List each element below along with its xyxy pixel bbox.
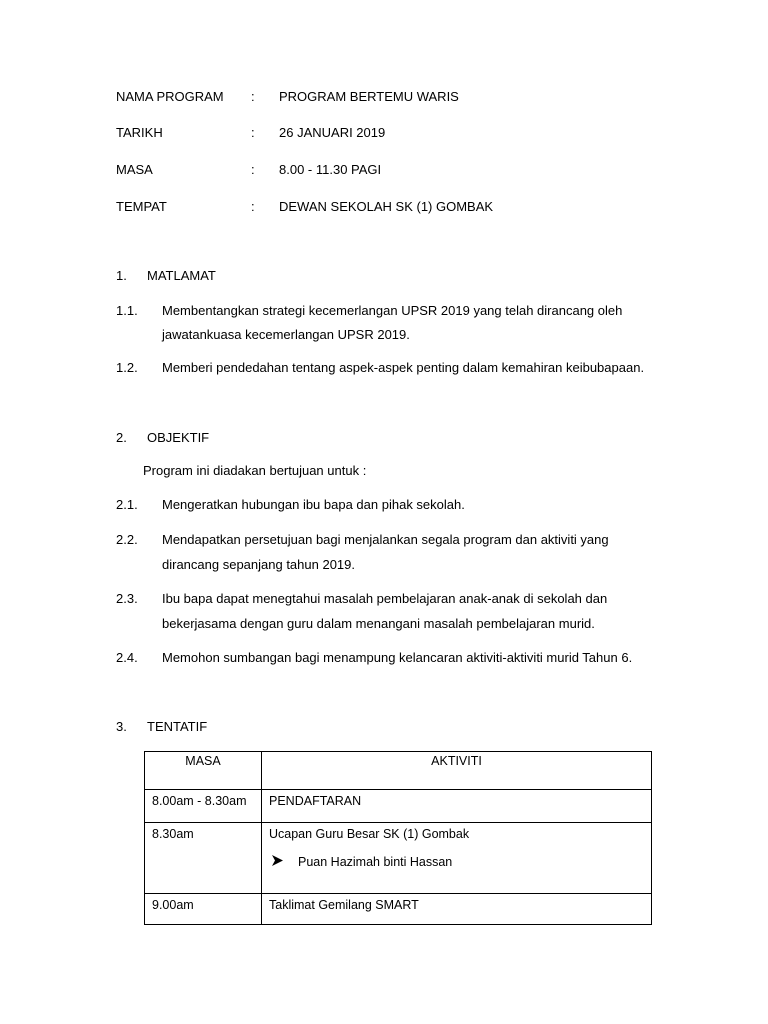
section-number: 3. [116, 719, 127, 734]
item-text: Membentangkan strategi kecemerlangan UPSR 2019 yang telah dirancang oleh [162, 303, 623, 318]
info-label: TEMPAT [116, 199, 167, 214]
info-label: MASA [116, 162, 153, 177]
aktiviti-text: PENDAFTARAN [269, 794, 362, 808]
item-number: 2.2. [116, 532, 138, 547]
bullet-text: Puan Hazimah binti Hassan [298, 855, 453, 869]
section-title: MATLAMAT [147, 268, 216, 283]
column-header-aktiviti: AKTIVITI [262, 752, 652, 790]
info-value: DEWAN SEKOLAH SK (1) GOMBAK [279, 199, 494, 214]
table-row [145, 790, 652, 823]
item-number: 2.1. [116, 497, 138, 512]
info-colon: : [251, 162, 255, 177]
item-text: Mengeratkan hubungan ibu bapa dan pihak sekolah. [162, 497, 465, 512]
masa-text: 8.00am - 8.30am [152, 794, 247, 808]
section-title: TENTATIF [147, 719, 208, 734]
info-value: PROGRAM BERTEMU WARIS [279, 89, 459, 104]
item-text: Ibu bapa dapat menegtahui masalah pembelajaran anak-anak di sekolah dan [162, 591, 608, 606]
info-label: TARIKH [116, 125, 163, 140]
section-intro: Program ini diadakan bertujuan untuk : [143, 463, 367, 478]
tentatif-table [144, 751, 652, 925]
info-colon: : [251, 199, 255, 214]
table-row [145, 823, 652, 894]
info-value: 26 JANUARI 2019 [279, 125, 386, 140]
masa-cell [145, 894, 262, 925]
table-header-row [145, 752, 652, 790]
masa-cell [145, 823, 262, 894]
section-number: 1. [116, 268, 127, 283]
aktiviti-cell [262, 894, 652, 925]
info-colon: : [251, 89, 255, 104]
item-number: 1.2. [116, 360, 138, 375]
column-header-masa: MASA [145, 752, 262, 790]
section-number: 2. [116, 430, 127, 445]
item-text: Memberi pendedahan tentang aspek-aspek penting dalam kemahiran keibubapaan. [162, 360, 645, 375]
item-text: Mendapatkan persetujuan bagi menjalankan segala program dan aktiviti yang [162, 532, 609, 547]
section-title: OBJEKTIF [147, 430, 210, 445]
masa-cell [145, 790, 262, 823]
table-row [145, 894, 652, 925]
arrowhead-bullet-icon [272, 855, 284, 869]
item-number: 1.1. [116, 303, 138, 318]
info-colon: : [251, 125, 255, 140]
masa-text: 8.30am [152, 827, 194, 841]
masa-text: 9.00am [152, 898, 194, 912]
aktiviti-cell [262, 790, 652, 823]
info-value: 8.00 - 11.30 PAGI [279, 162, 382, 177]
bullet-item [272, 855, 644, 869]
item-number: 2.4. [116, 650, 138, 665]
item-text-continued: bekerjasama dengan guru dalam menangani masalah pembelajaran murid. [162, 616, 595, 631]
item-number: 2.3. [116, 591, 138, 606]
item-text-continued: jawatankuasa kecemerlangan UPSR 2019. [162, 327, 410, 342]
info-label: NAMA PROGRAM [116, 89, 224, 104]
aktiviti-text: Taklimat Gemilang SMART [269, 898, 419, 912]
aktiviti-cell [262, 823, 652, 894]
aktiviti-text: Ucapan Guru Besar SK (1) Gombak [269, 827, 470, 841]
item-text: Memohon sumbangan bagi menampung kelancaran aktiviti-aktiviti murid Tahun 6. [162, 650, 633, 665]
item-text-continued: dirancang sepanjang tahun 2019. [162, 557, 355, 572]
